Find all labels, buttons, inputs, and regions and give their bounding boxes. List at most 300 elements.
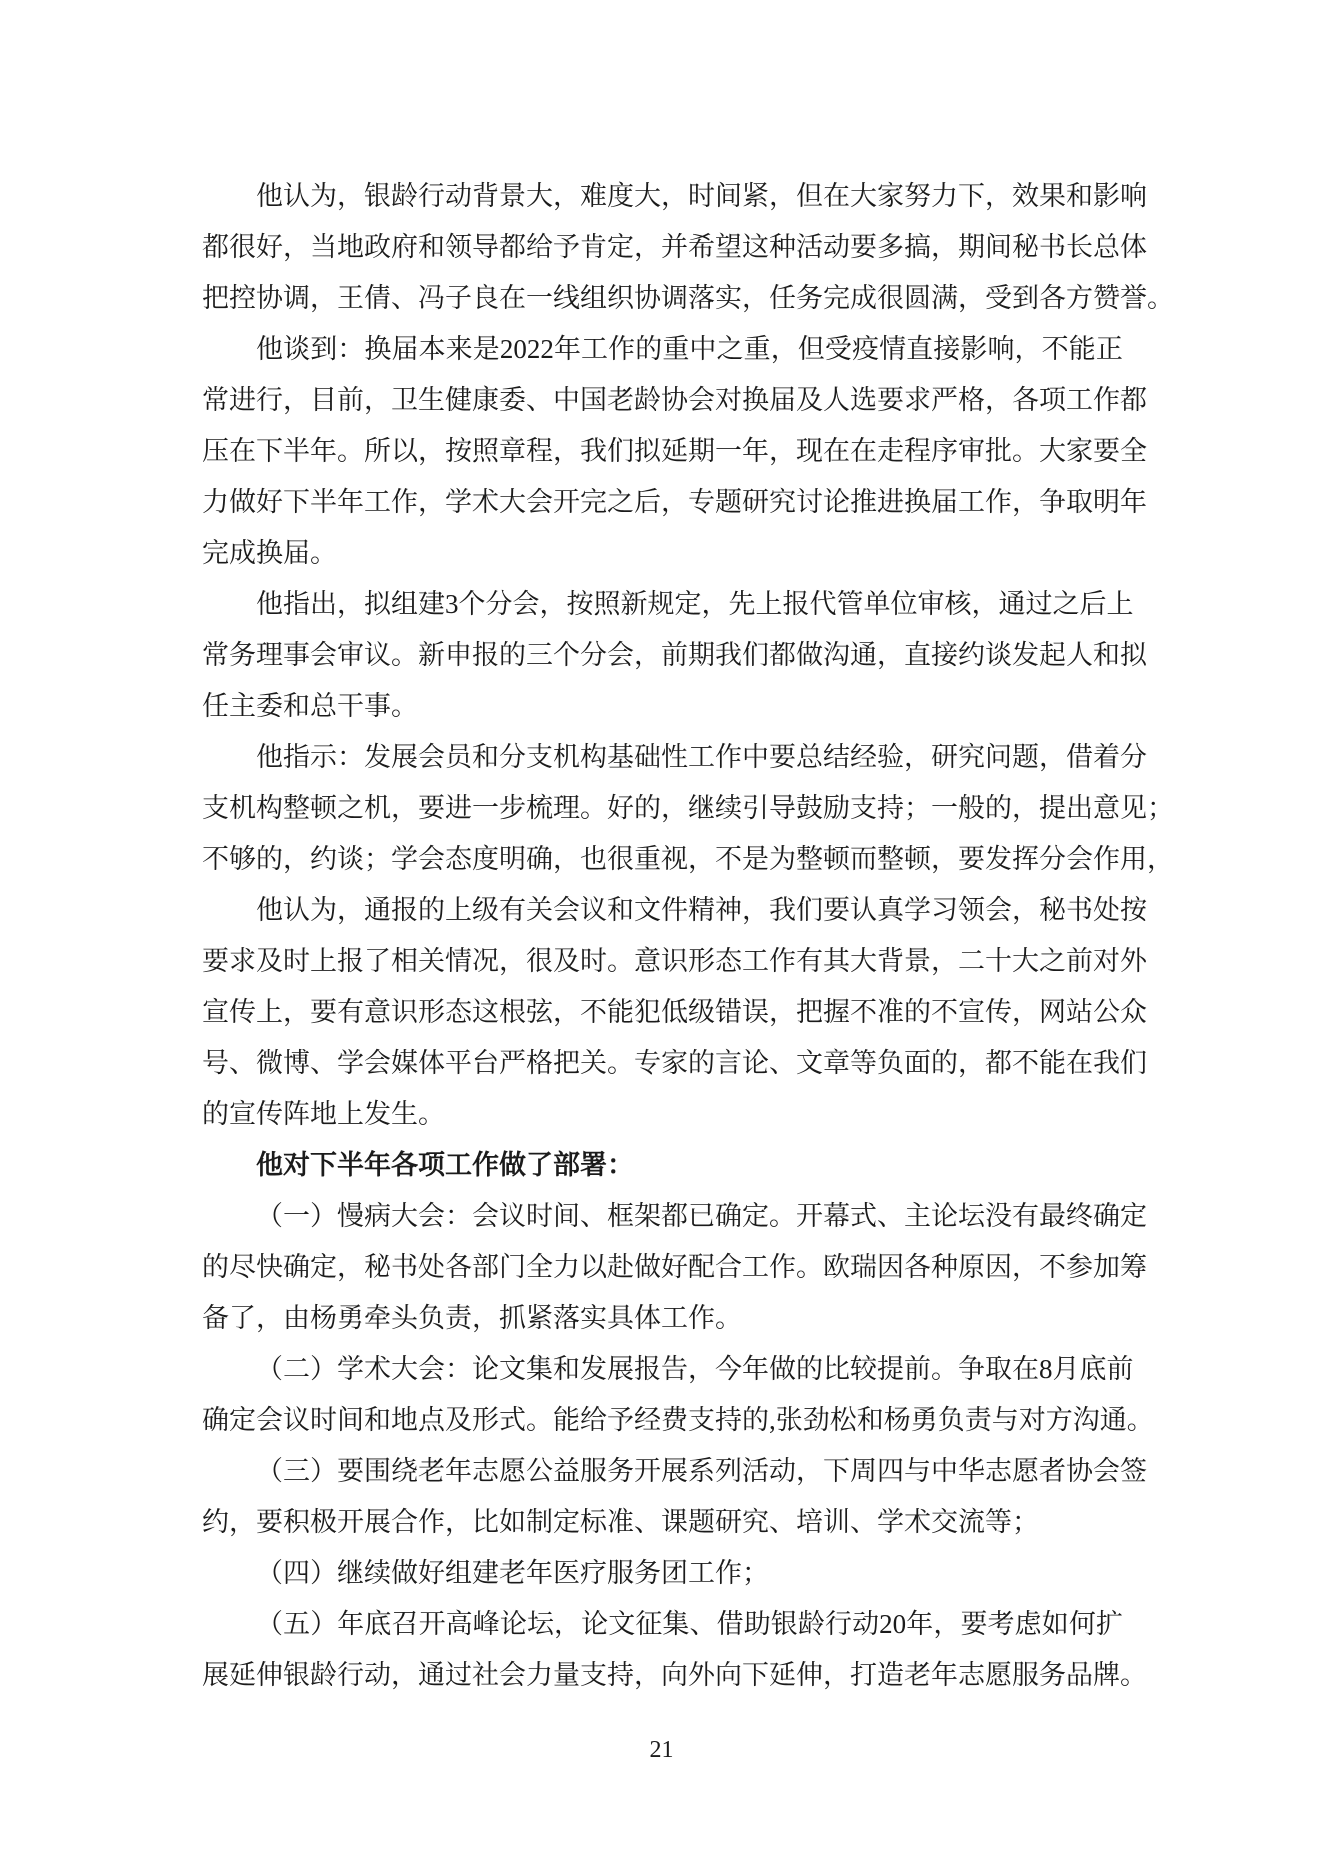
glyph-cluster: 间 [715,181,742,211]
glyph-cluster: 银 [770,1609,798,1639]
glyph-cluster: 大 [1012,946,1039,976]
glyph-cluster: 为 [310,895,337,925]
glyph-cluster: ， [823,1660,850,1690]
glyph-cluster: 确 [526,844,553,874]
glyph-cluster: ， [1012,487,1039,517]
glyph-cluster: 发 [364,742,391,772]
glyph-cluster: 准 [877,997,904,1027]
glyph-cluster: 。 [1147,283,1174,313]
glyph-cluster: 够 [229,844,256,874]
glyph-cluster: 况 [472,946,499,976]
glyph-cluster: ， [958,1048,985,1078]
glyph-cluster: 志 [985,1456,1012,1486]
glyph-cluster: 良 [472,283,499,313]
glyph-cluster: 是 [472,334,500,364]
glyph-cluster: 虑 [1014,1609,1042,1639]
glyph-cluster: 会 [256,1405,283,1435]
glyph-cluster: （ [256,1456,283,1486]
glyph-cluster: 在 [1012,1354,1039,1384]
glyph-cluster: 对 [1093,946,1120,976]
glyph-cluster: 动 [823,232,850,262]
glyph-cluster: 大 [1039,436,1066,466]
glyph-cluster: 年 [337,487,364,517]
paragraph [202,1344,1154,1446]
glyph-cluster: 之 [337,793,364,823]
glyph-cluster: ） [310,1201,337,1231]
glyph-cluster: 梳 [526,793,553,823]
glyph-cluster: ， [769,181,796,211]
glyph-cluster: 借 [716,1609,744,1639]
glyph-cluster: 龄 [634,385,661,415]
glyph-cluster: 前 [1066,946,1093,976]
glyph-cluster: 申 [445,640,472,670]
text-line [202,1599,1123,1650]
glyph-cluster: 犯 [634,997,661,1027]
paragraph [202,1446,1147,1548]
text-line [202,1344,1134,1395]
glyph-cluster: 态 [445,844,472,874]
glyph-cluster: 二 [283,1354,310,1384]
glyph-cluster: 单 [863,589,891,619]
glyph-cluster: 下 [823,1456,850,1486]
glyph-cluster: 程 [904,436,931,466]
glyph-cluster: 情 [879,334,907,364]
glyph-cluster: 用 [1120,844,1147,874]
glyph-cluster: 工 [364,487,391,517]
glyph-cluster: 度 [607,181,634,211]
glyph-cluster: 先 [728,589,756,619]
glyph-cluster: ， [877,640,904,670]
glyph-cluster: 及 [256,946,283,976]
glyph-cluster: 誉 [1120,283,1147,313]
glyph-cluster: 年 [337,1609,365,1639]
glyph-cluster: 审 [958,436,985,466]
glyph-cluster: 的 [742,1405,769,1435]
glyph-cluster: 会 [1093,1456,1120,1486]
glyph-cluster: 支 [526,742,553,772]
glyph-cluster: 集 [526,1354,553,1384]
glyph-cluster: 服 [580,1456,607,1486]
glyph-cluster: 会 [310,640,337,670]
glyph-cluster: 换 [904,487,931,517]
glyph-cluster: 作 [608,334,636,364]
glyph-cluster: 式 [850,1201,877,1231]
glyph-cluster: 影 [960,334,988,364]
glyph-cluster: 选 [850,385,877,415]
glyph-cluster: 健 [445,385,472,415]
glyph-cluster: 调 [661,283,688,313]
glyph-cluster: 会 [553,895,580,925]
glyph-cluster: 专 [634,1048,661,1078]
glyph-cluster: 要 [877,385,904,415]
glyph-cluster: 我 [1093,1048,1120,1078]
glyph-cluster: 动 [769,1456,796,1486]
glyph-cluster: 他 [256,895,283,925]
glyph-cluster: 新 [418,640,445,670]
glyph-cluster: ， [742,283,769,313]
glyph-cluster: 的 [418,895,445,925]
glyph-cluster: ； [1147,793,1174,823]
glyph-cluster: 会 [499,1660,526,1690]
glyph-cluster: 工 [742,1252,769,1282]
glyph-cluster: 以 [580,1252,607,1282]
glyph-cluster: 年 [553,334,581,364]
glyph-cluster: 认 [283,181,310,211]
glyph-cluster: 定 [674,589,702,619]
glyph-cluster: 过 [445,1660,472,1690]
glyph-cluster: 文 [608,1609,636,1639]
glyph-cluster: 打 [850,1660,877,1690]
glyph-cluster: 好 [256,487,283,517]
glyph-cluster: 作 [985,487,1012,517]
glyph-cluster: 有 [1012,1201,1039,1231]
glyph-cluster: 能 [1039,1048,1066,1078]
glyph-cluster: 书 [1039,232,1066,262]
text-line [202,426,1147,477]
glyph-cluster: 二 [958,946,985,976]
glyph-cluster: 家 [1066,436,1093,466]
glyph-cluster: 学 [904,895,931,925]
glyph-cluster: 但 [797,334,825,364]
glyph-cluster: 一 [715,436,742,466]
glyph-cluster: 延 [769,1660,796,1690]
glyph-cluster: 学 [337,1048,364,1078]
glyph-cluster: 展 [661,1456,688,1486]
glyph-cluster: 展 [607,1354,634,1384]
glyph-cluster: 大 [634,181,661,211]
glyph-cluster: 通 [418,1660,445,1690]
glyph-cluster: 。 [526,1405,553,1435]
glyph-cluster: 务 [229,640,256,670]
glyph-cluster: 时 [526,1201,553,1231]
glyph-cluster: 报 [391,895,418,925]
glyph-cluster: 任 [769,283,796,313]
glyph-cluster: ， [283,844,310,874]
glyph-cluster: 病 [364,1201,391,1231]
glyph-cluster: 费 [661,1405,688,1435]
glyph-cluster: 照 [593,589,621,619]
glyph-cluster: 社 [472,1660,499,1690]
glyph-cluster: ） [310,1456,337,1486]
glyph-cluster: ， [364,385,391,415]
glyph-cluster: （ [256,1609,283,1639]
glyph-cluster: 主 [904,1201,931,1231]
glyph-cluster: 时 [580,946,607,976]
glyph-cluster: 会 [526,487,553,517]
glyph-cluster: 是 [742,844,769,874]
glyph-cluster: 术 [364,1354,391,1384]
glyph-cluster: 肯 [580,232,607,262]
glyph-cluster: 。 [1012,436,1039,466]
glyph-cluster: 处 [418,1252,445,1282]
glyph-cluster: 活 [796,232,823,262]
glyph-cluster: 我 [715,640,742,670]
glyph-cluster: 他 [256,181,283,211]
glyph-cluster: 指 [283,742,310,772]
glyph-cluster: , [769,1405,776,1435]
glyph-cluster: 论 [472,1354,499,1384]
glyph-cluster: 报 [472,640,499,670]
glyph-cluster: 在 [823,436,850,466]
glyph-cluster: 中 [553,385,580,415]
glyph-cluster: 三 [526,640,553,670]
glyph-cluster: 大 [499,487,526,517]
glyph-cluster: 康 [472,385,499,415]
glyph-cluster: 也 [580,844,607,874]
glyph-cluster: 架 [634,1201,661,1231]
glyph-cluster: 处 [1093,895,1120,925]
glyph-cluster: 筹 [1120,1252,1147,1282]
glyph-cluster: 时 [310,1405,337,1435]
glyph-cluster: 力 [553,1252,580,1282]
glyph-cluster: 愿 [1012,1456,1039,1486]
glyph-cluster: 作 [1093,844,1120,874]
glyph-cluster: 伸 [256,1660,283,1690]
glyph-cluster: ， [337,1252,364,1282]
glyph-cluster: 意 [364,997,391,1027]
glyph-cluster: 冯 [418,283,445,313]
glyph-cluster: 如 [1041,1609,1069,1639]
glyph-cluster: 所 [364,436,391,466]
glyph-cluster: 的 [202,1252,229,1282]
glyph-cluster: ， [1012,1252,1039,1282]
glyph-cluster: 、 [877,1201,904,1231]
glyph-cluster: 谈 [337,844,364,874]
glyph-cluster: 分 [1120,742,1147,772]
glyph-cluster: 生 [418,385,445,415]
paragraph [202,1599,1147,1701]
glyph-cluster: 为 [310,181,337,211]
glyph-cluster: ， [769,436,796,466]
glyph-cluster: 争 [1039,487,1066,517]
glyph-cluster: ， [391,1660,418,1690]
glyph-cluster: 般 [958,793,985,823]
glyph-cluster: 和 [553,1354,580,1384]
glyph-cluster: 地 [391,1405,418,1435]
glyph-cluster: ： [337,742,364,772]
glyph-cluster: 征 [635,1609,663,1639]
glyph-cluster: 参 [1066,1252,1093,1282]
glyph-cluster: 要 [310,997,337,1027]
glyph-cluster: 走 [877,436,904,466]
glyph-cluster: 审 [917,589,945,619]
glyph-cluster: 按 [566,589,594,619]
glyph-cluster: 协 [256,283,283,313]
glyph-cluster: 和 [472,742,499,772]
glyph-cluster: 届 [769,385,796,415]
glyph-cluster: 时 [688,181,715,211]
glyph-cluster: 问 [985,742,1012,772]
glyph-cluster: 情 [445,946,472,976]
glyph-cluster: 告 [661,1354,688,1384]
paragraph [202,324,1147,579]
glyph-cluster: 传 [229,997,256,1027]
glyph-cluster: 志 [958,1660,985,1690]
glyph-cluster: 章 [499,436,526,466]
glyph-cluster: 影 [1093,181,1120,211]
glyph-cluster: 年 [931,1660,958,1690]
glyph-cluster: 年 [310,436,337,466]
glyph-cluster: 分 [499,742,526,772]
glyph-cluster: 欧 [823,1252,850,1282]
glyph-cluster: 中 [931,1456,958,1486]
glyph-cluster: 力 [202,487,229,517]
glyph-cluster: 会 [512,589,540,619]
glyph-cluster: ， [1014,334,1042,364]
glyph-cluster: 件 [661,895,688,925]
glyph-cluster: 背 [877,946,904,976]
glyph-cluster: 都 [985,1048,1012,1078]
glyph-cluster: 期 [688,640,715,670]
text-line [202,936,1147,987]
glyph-cluster: 挥 [1012,844,1039,874]
glyph-cluster: 提 [877,1354,904,1384]
glyph-cluster: 们 [1120,1048,1147,1078]
glyph-cluster: 志 [472,1456,499,1486]
glyph-cluster: 正 [1095,334,1123,364]
glyph-cluster: 分 [1039,844,1066,874]
glyph-cluster: 谈 [283,334,311,364]
glyph-cluster: 题 [715,487,742,517]
glyph-cluster: 议 [580,895,607,925]
glyph-cluster: 与 [904,1456,931,1486]
glyph-cluster: 讨 [796,487,823,517]
glyph-cluster: ， [701,589,729,619]
glyph-cluster: 他 [256,742,283,772]
glyph-cluster: 响 [987,334,1015,364]
glyph-cluster: 专 [688,487,715,517]
glyph-cluster: 之 [607,487,634,517]
glyph-cluster: 领 [958,895,985,925]
glyph-cluster: 长 [1066,232,1093,262]
text-line [202,1650,1147,1701]
text-line [202,477,1147,528]
glyph-cluster: 取 [1066,487,1093,517]
glyph-cluster: 会 [985,895,1012,925]
glyph-cluster: 都 [499,232,526,262]
glyph-cluster: 之 [1052,589,1080,619]
glyph-cluster: ， [742,895,769,925]
glyph-cluster: ， [1012,895,1039,925]
glyph-cluster: 会 [418,742,445,772]
glyph-cluster: ： [445,1354,472,1384]
glyph-cluster: 通 [1099,1405,1127,1435]
glyph-cluster: 一 [283,1201,310,1231]
glyph-cluster: ， [337,589,364,619]
glyph-cluster: 继 [688,793,715,823]
glyph-cluster: 接 [933,334,961,364]
glyph-cluster: 因 [877,1252,904,1282]
glyph-cluster: 方 [1045,1405,1073,1435]
glyph-cluster: 向 [715,1660,742,1690]
glyph-cluster: 取 [985,1354,1012,1384]
glyph-cluster: 好 [256,232,283,262]
glyph-cluster: 能 [553,1405,580,1435]
glyph-cluster: 级 [688,997,715,1027]
glyph-cluster: 负 [877,1048,904,1078]
glyph-cluster: 传 [985,997,1012,1027]
glyph-cluster: ， [971,589,999,619]
glyph-cluster: 他 [256,589,283,619]
glyph-cluster: 拟 [1120,640,1147,670]
glyph-cluster: 家 [661,1048,688,1078]
glyph-cluster: 究 [958,742,985,772]
glyph-cluster: 要 [850,232,877,262]
glyph-cluster: 新 [620,589,648,619]
glyph-cluster: 工 [1066,385,1093,415]
glyph-cluster: 一 [472,793,499,823]
glyph-cluster: ， [661,793,688,823]
glyph-cluster: ） [310,1354,337,1384]
glyph-cluster: 做 [634,1252,661,1282]
glyph-cluster: 理 [256,640,283,670]
text-line [202,171,1147,222]
glyph-cluster: 各 [1039,283,1066,313]
glyph-cluster: 伸 [796,1660,823,1690]
glyph-cluster: 学 [337,1354,364,1384]
glyph-cluster: 术 [472,487,499,517]
glyph-cluster: 委 [499,385,526,415]
glyph-cluster: 落 [688,283,715,313]
glyph-cluster: 受 [824,334,852,364]
glyph-cluster: 要 [823,895,850,925]
glyph-cluster: ， [337,895,364,925]
glyph-cluster: 项 [1039,385,1066,415]
glyph-cluster: 、 [526,385,553,415]
glyph-cluster: 四 [877,1456,904,1486]
glyph-cluster: 的 [634,793,661,823]
glyph-cluster: 体 [418,1048,445,1078]
glyph-cluster: 文 [634,895,661,925]
text-line: （四）继续做好组建老年医疗服务团工作； [256,1558,769,1588]
glyph-cluster: 各 [904,1252,931,1282]
glyph-cluster: 负 [937,1405,965,1435]
glyph-cluster: ： [445,1201,472,1231]
glyph-cluster: 多 [877,232,904,262]
glyph-cluster: 加 [1093,1252,1120,1282]
glyph-cluster: 有 [337,997,364,1027]
glyph-cluster: 分 [580,640,607,670]
glyph-cluster: 持 [877,793,904,823]
glyph-cluster: 媒 [391,1048,418,1078]
glyph-cluster: 控 [229,283,256,313]
glyph-cluster: 支 [580,1660,607,1690]
glyph-cluster: 机 [364,793,391,823]
glyph-cluster: 构 [580,742,607,772]
glyph-cluster: 接 [931,640,958,670]
glyph-cluster: 相 [391,946,418,976]
glyph-cluster: ， [985,385,1012,415]
glyph-cluster: 能 [1068,334,1096,364]
glyph-cluster: 上 [310,946,337,976]
glyph-cluster: 文 [499,1354,526,1384]
glyph-cluster: 组 [580,283,607,313]
glyph-cluster: 希 [688,232,715,262]
glyph-cluster: 上 [1106,589,1134,619]
paragraph [202,1140,1123,1191]
glyph-cluster: 王 [337,283,364,313]
glyph-cluster: 到 [1012,283,1039,313]
glyph-cluster: 外 [1120,946,1147,976]
glyph-cluster: 定 [1120,1201,1147,1231]
glyph-cluster: 8 [1039,1354,1053,1384]
glyph-cluster: ， [539,589,567,619]
glyph-cluster: 愿 [499,1456,526,1486]
glyph-cluster: 规 [647,589,675,619]
glyph-cluster: 形 [472,1405,499,1435]
glyph-cluster: ， [1012,793,1039,823]
glyph-cluster: 结 [823,742,850,772]
